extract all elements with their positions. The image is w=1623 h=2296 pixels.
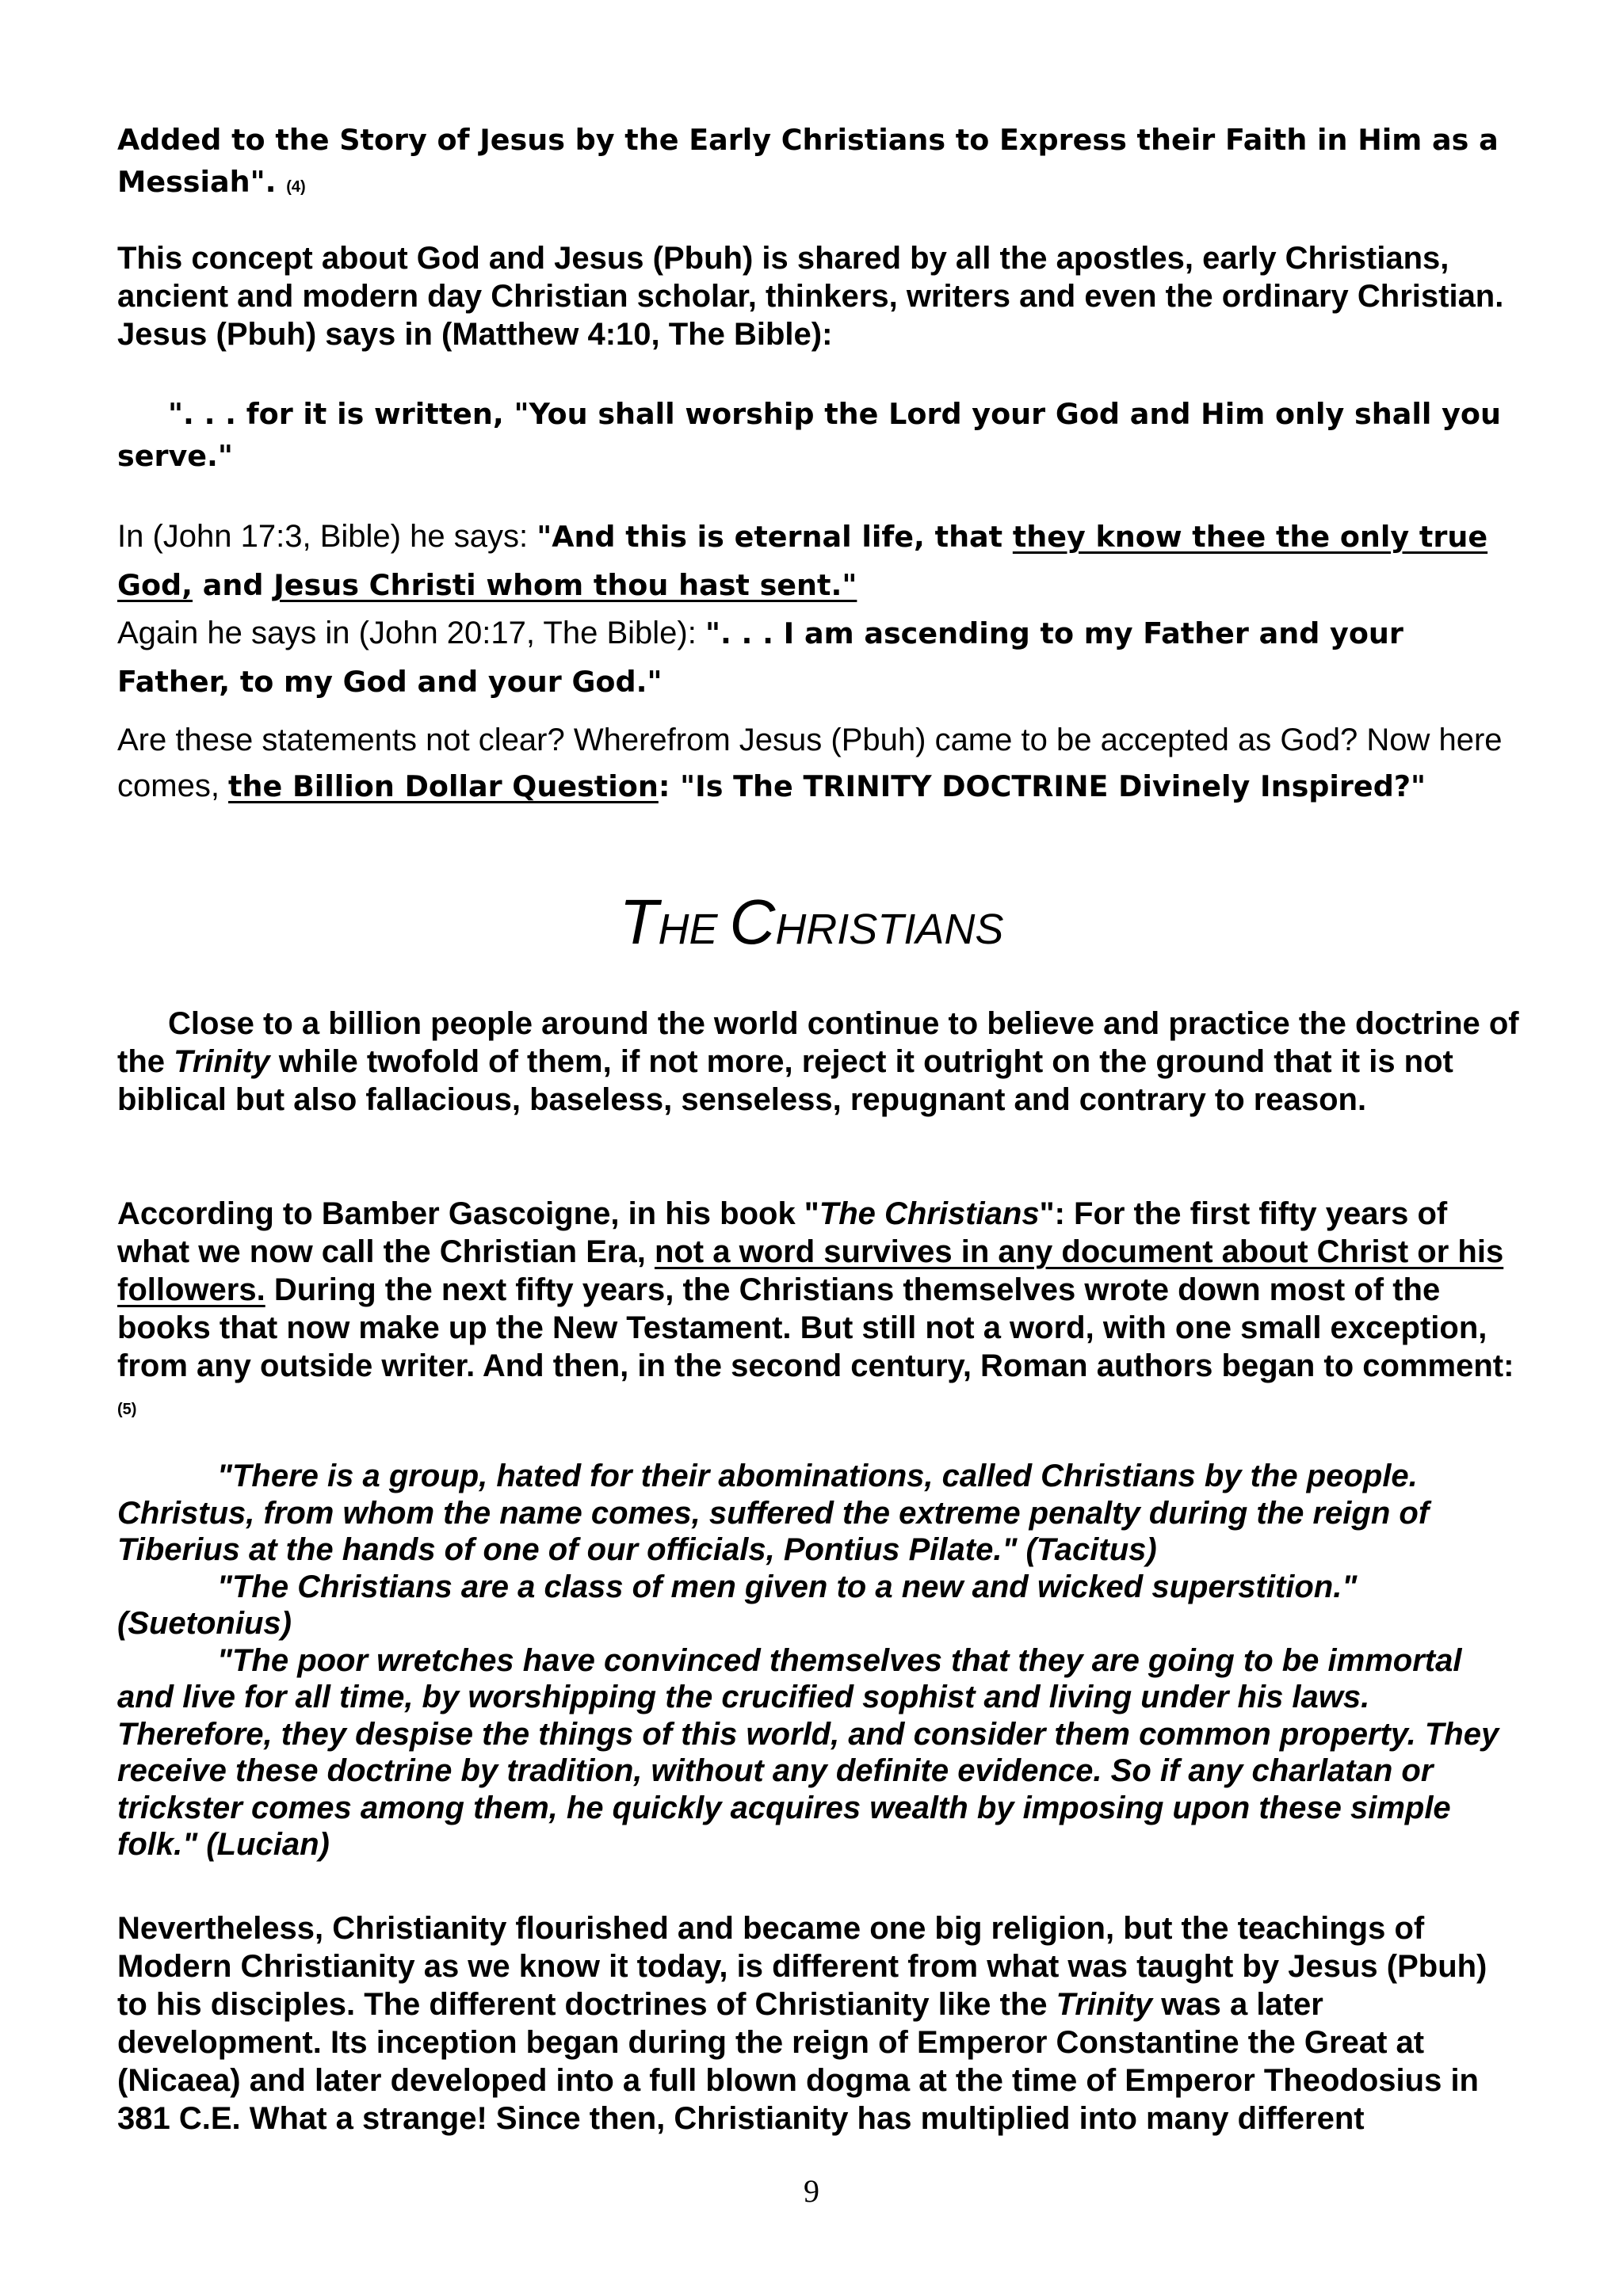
p6-italic: Trinity — [174, 1044, 270, 1079]
section-heading — [0, 886, 1623, 959]
paragraph-gascoigne — [117, 1195, 1520, 1428]
question-lead: Are these statements not clear? Wherefrom Jesus (Pbuh) came to be accepted as God? Now here comes, — [117, 723, 1503, 803]
heading-c-rest: HRISTIANS — [775, 906, 1004, 953]
paragraph-continuation — [117, 119, 1520, 208]
quote-matthew-text: ". . . for it is written, "You shall worship the Lord your God and Him only shall you serve." — [117, 397, 1501, 473]
p6-b: while twofold of them, if not more, reject it outright on the ground that it is not biblical but also fallacious, baseless, senseless, repugnant and contrary to reason. — [117, 1044, 1453, 1117]
p7-underlined: not a word survives in any document about Christ or his followers. — [117, 1234, 1504, 1307]
john-20-quote: ". . . I am ascending to my Father and your Father, to my God and your God." — [117, 616, 1403, 699]
john-17-quote-underlined-1: they know thee the only true God, — [117, 520, 1488, 602]
paragraph-john — [117, 516, 1520, 709]
quote-suetonius: "The Christians are a class of men given to a new and wicked superstition." (Suetonius) — [117, 1569, 1358, 1641]
p7-b: ": For the first fifty years of what we now call the Christian Era, — [117, 1196, 1448, 1269]
john-17-quote-b: and — [193, 568, 274, 602]
question-underlined: the Billion Dollar Question — [228, 769, 659, 803]
quote-lucian: "The poor wretches have convinced themselves that they are going to be immortal and live for all time, by worshipping the crucified sophist and living under his laws. Therefore, they despise the things of this world, and consider them common property. They receive these doctrine by tradition, without any definite evidence. So if any charlatan or trickster comes among them, he quickly acquires wealth by imposing upon these simple folk." (Lucian) — [117, 1642, 1499, 1862]
heading-c-cap: C — [729, 887, 776, 957]
p7-c: During the next fifty years, the Christians themselves wrote down most of the books that now make up the New Testament. But still not a word, with one small exception, from any outside writer. And then, in the second century, Roman authors began to comment: — [117, 1272, 1514, 1383]
john-17-lead: In (John 17:3, Bible) he says: — [117, 519, 537, 554]
footnote-ref-4: (4) — [286, 178, 306, 196]
question-tail: : "Is The TRINITY DOCTRINE Divinely Inspired?" — [658, 769, 1426, 803]
p7-book-title: The Christians — [819, 1196, 1040, 1231]
roman-quotes — [117, 1458, 1520, 1863]
quote-tacitus: "There is a group, hated for their abominations, called Christians by the people. Christus, from whom the name comes, suffered the extreme penalty during the reign of Tiberius at the hands of one of our officials, Pontius Pilate." (Tacitus) — [117, 1459, 1430, 1567]
paragraph-billion-dollar-question — [117, 721, 1520, 813]
john-17-quote-underlined-2: Jesus Christi whom thou hast sent." — [273, 568, 857, 602]
p8-italic: Trinity — [1056, 1987, 1153, 2022]
p6-a: Close to a billion people around the world continue to believe and practice the doctrine of the — [117, 1006, 1519, 1079]
page-number: 9 — [804, 2173, 819, 2209]
p8-b: was a later development. Its inception began during the reign of Emperor Constantine the Great at (Nicaea) and later developed into a full blown dogma at the time of Emperor Theodosius in 381 C.E. What a strange! Since then, Christianity has multiplied into many different — [117, 1987, 1479, 2136]
p8-a: Nevertheless, Christianity flourished and became one big religion, but the teachings of Modern Christianity as we know it today, is different from what was taught by Jesus (Pbuh) to his disciples. The different doctrines of Christianity like the — [117, 1911, 1487, 2022]
john-20-lead: Again he says in (John 20:17, The Bible): — [117, 616, 705, 650]
heading-t-rest: HE — [658, 906, 730, 953]
footnote-ref-5: (5) — [117, 1401, 137, 1418]
john-17-quote-a: "And this is eternal life, that — [537, 520, 1013, 554]
paragraph-concept: This concept about God and Jesus (Pbuh) is shared by all the apostles, early Christians, ancient and modern day Christian scholar, thinkers, writers and even the ordinary Christian. Jesus (Pbuh) says in (Matthew 4:10, The Bible): — [117, 241, 1504, 352]
paragraph-billion-people — [117, 1005, 1520, 1119]
continuation-text: Added to the Story of Jesus by the Early Christians to Express their Faith in Him as a Messiah". — [117, 123, 1499, 199]
p7-a: According to Bamber Gascoigne, in his book " — [117, 1196, 819, 1231]
quote-matthew — [117, 393, 1520, 477]
paragraph-nevertheless — [117, 1909, 1520, 2138]
heading-t-cap: T — [619, 887, 659, 957]
